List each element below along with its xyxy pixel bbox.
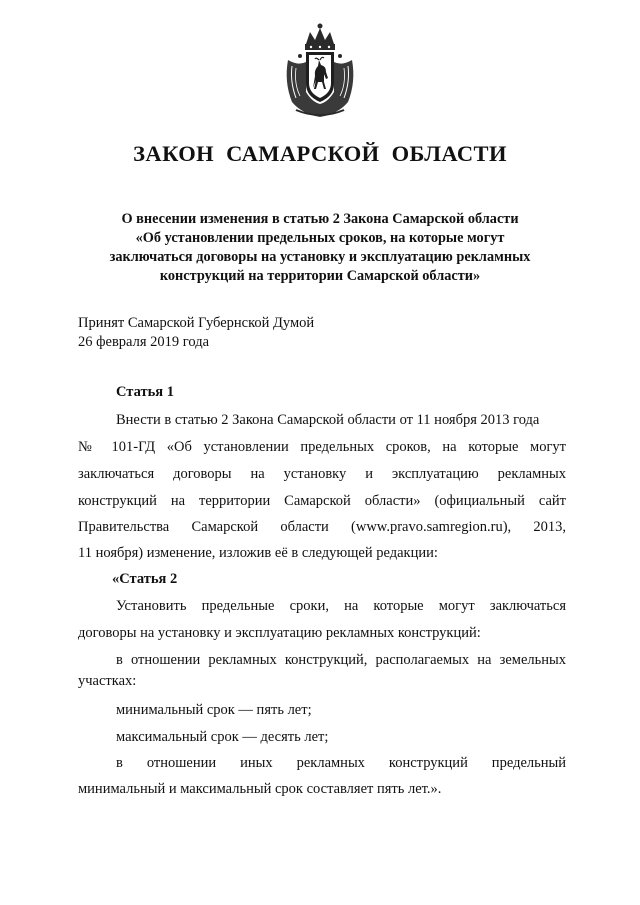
article-1-line: заключаться договоры на установку и эксплуатацию рекламных: [78, 466, 566, 482]
article-1-line: конструкций на территории Самарской области» (официальный сайт: [78, 493, 566, 509]
article-2-paragraph-line: в отношении рекламных конструкций, располагаемых на земельных: [116, 652, 566, 668]
law-subject: [100, 210, 540, 286]
article-2-paragraph-line: минимальный и максимальный срок составляет пять лет.».: [78, 781, 442, 797]
subject-line: заключаться договоры на установку и эксплуатацию рекламных: [109, 249, 531, 265]
adoption-body: Принят Самарской Губернской Думой: [78, 315, 315, 331]
subject-line: «Об установлении предельных сроков, на которые могут: [135, 230, 505, 246]
article-1-line: № 101-ГД «Об установлении предельных сроков, на которые могут: [78, 439, 566, 455]
article-2-paragraph-line: Установить предельные сроки, на которые могут заключаться: [116, 598, 566, 614]
subject-line: О внесении изменения в статью 2 Закона Самарской области: [121, 211, 519, 227]
article-1-line: Внести в статью 2 Закона Самарской области от 11 ноября 2013 года: [116, 412, 540, 428]
article-1-line: Правительства Самарской области (www.pravo.samregion.ru), 2013,: [78, 519, 566, 535]
article-1-line: 11 ноября) изменение, изложив её в следующей редакции:: [78, 545, 438, 561]
min-term-item: минимальный срок — пять лет;: [116, 702, 312, 718]
max-term-item: максимальный срок — десять лет;: [116, 729, 329, 745]
adoption-info: [78, 314, 314, 352]
subject-line: конструкций на территории Самарской области»: [159, 268, 481, 284]
samara-region-coat-of-arms-icon: [282, 22, 358, 118]
law-title: ЗАКОН САМАРСКОЙ ОБЛАСТИ: [133, 141, 507, 166]
article-1-heading: Статья 1: [116, 384, 174, 400]
article-2-paragraph-line: договоры на установку и эксплуатацию рекламных конструкций:: [78, 625, 481, 641]
article-2-paragraph-line: участках:: [78, 673, 137, 689]
article-2-paragraph-line: в отношении иных рекламных конструкций предельный: [116, 755, 566, 771]
article-2-heading: «Статья 2: [112, 571, 178, 587]
adoption-date: 26 февраля 2019 года: [78, 334, 210, 350]
